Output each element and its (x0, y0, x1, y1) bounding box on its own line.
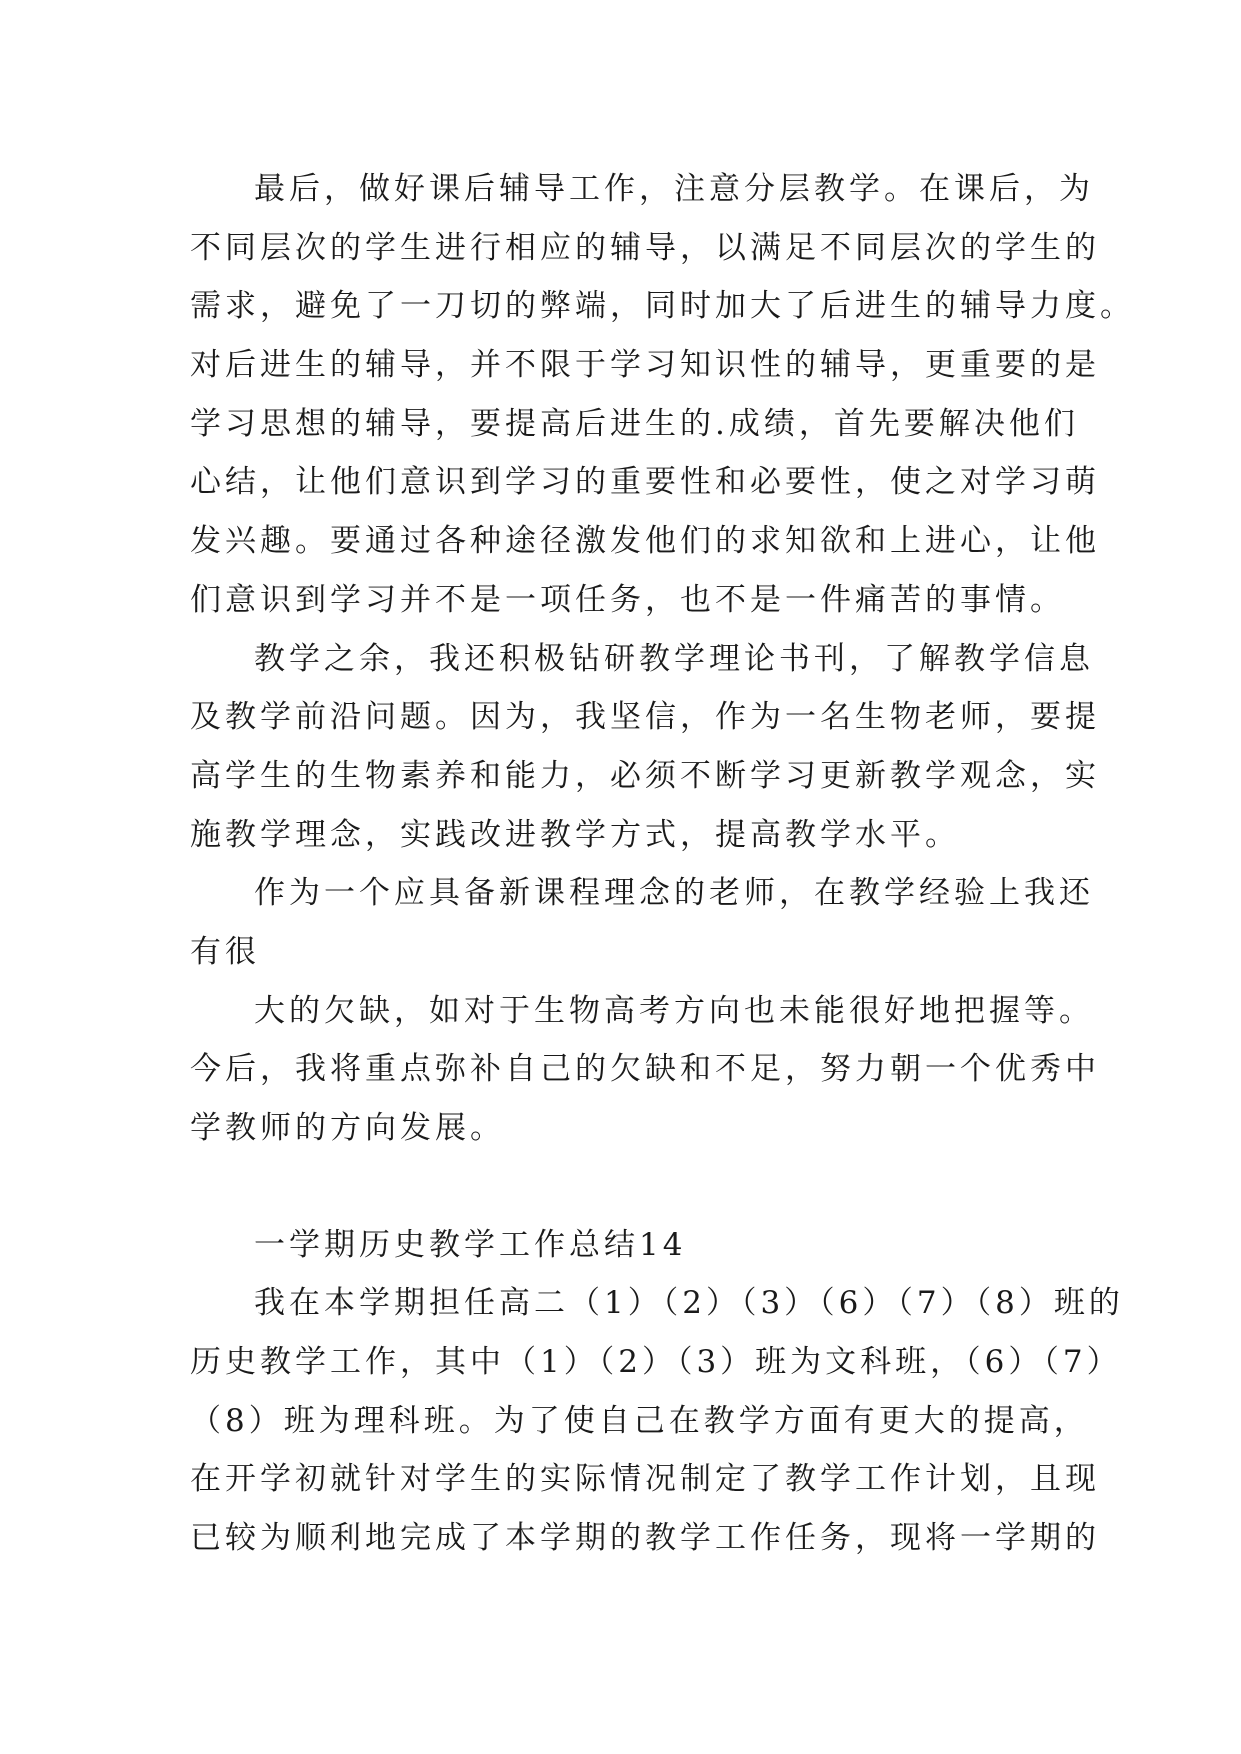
paragraph-line: 最后，做好课后辅导工作，注意分层教学。在课后，为 (254, 171, 1094, 207)
paragraph-line: 在开学初就针对学生的实际情况制定了教学工作计划，且现 (190, 1461, 1100, 1498)
paragraph-line: 心结，让他们意识到学习的重要性和必要性，使之对学习萌 (190, 464, 1100, 501)
paragraph-line: 高学生的生物素养和能力，必须不断学习更新教学观念，实 (190, 757, 1100, 794)
section-heading: 一学期历史教学工作总结14 (254, 1226, 687, 1263)
body-text (190, 160, 1135, 1568)
paragraph-line: 今后，我将重点弥补自己的欠缺和不足，努力朝一个优秀中 (190, 1051, 1100, 1088)
paragraph-line: 有很 (190, 933, 260, 970)
paragraph-line: 作为一个应具备新课程理念的老师，在教学经验上我还 (254, 875, 1094, 912)
paragraph-line: 们意识到学习并不是一项任务，也不是一件痛苦的事情。 (190, 581, 1065, 618)
paragraph-line: 发兴趣。要通过各种途径激发他们的求知欲和上进心，让他 (190, 523, 1100, 560)
paragraph-line: 学教师的方向发展。 (190, 1110, 505, 1146)
paragraph-line: 学习思想的辅导，要提高后进生的.成绩，首先要解决他们 (190, 405, 1079, 442)
paragraph-line: 大的欠缺，如对于生物高考方向也未能很好地把握等。 (254, 992, 1094, 1029)
paragraph-line: 我在本学期担任高二（1）（2）（3）（6）（7）（8）班的 (254, 1285, 1124, 1322)
paragraph-line: 及教学前沿问题。因为，我坚信，作为一名生物老师，要提 (190, 699, 1100, 736)
paragraph-line: 不同层次的学生进行相应的辅导，以满足不同层次的学生的 (190, 229, 1100, 266)
paragraph-line: 教学之余，我还积极钻研教学理论书刊，了解教学信息 (254, 640, 1094, 677)
paragraph-line: 施教学理念，实践改进教学方式，提高教学水平。 (190, 816, 960, 853)
section-spacer (190, 1158, 1090, 1216)
paragraph-line: 需求，避免了一刀切的弊端，同时加大了后进生的辅导力度。 (190, 288, 1135, 325)
paragraph-line: （8）班为理科班。为了使自己在教学方面有更大的提高， (190, 1402, 1089, 1439)
paragraph-line: 已较为顺利地完成了本学期的教学工作任务，现将一学期的 (190, 1520, 1100, 1557)
paragraph-line: 历史教学工作，其中（1）（2）（3）班为文科班，（6）（7） (190, 1344, 1122, 1381)
paragraph-line: 对后进生的辅导，并不限于学习知识性的辅导，更重要的是 (190, 347, 1100, 384)
